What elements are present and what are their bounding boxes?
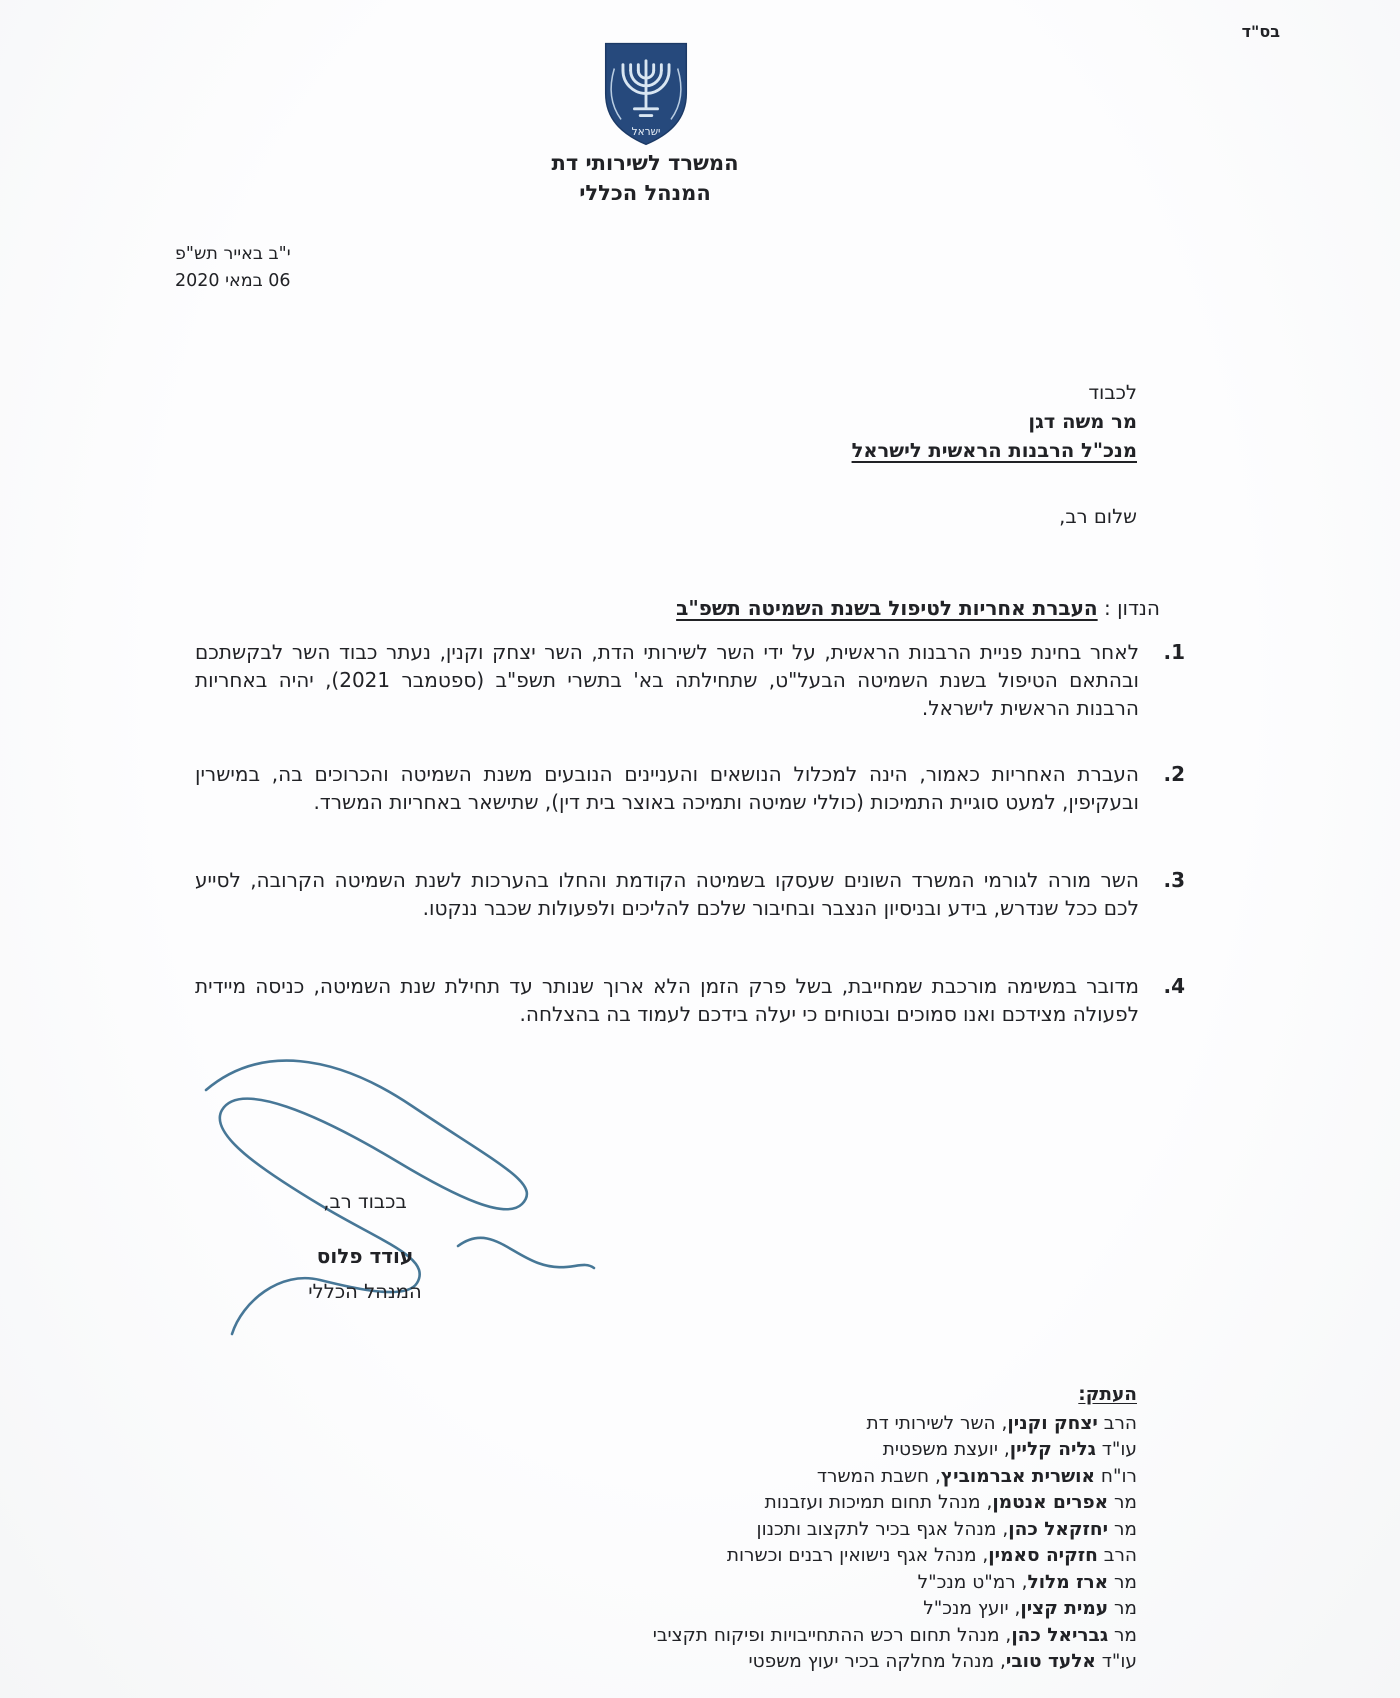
cc-item-1-role: , השר לשירותי דת: [866, 1412, 1008, 1434]
paragraph-3: [195, 866, 1185, 922]
paragraph-4-number: 4.: [1163, 974, 1185, 998]
cc-item-2-role: , יועצת משפטית: [882, 1439, 1010, 1460]
cc-item-4-name: אפרים אנטמן: [992, 1492, 1109, 1513]
cc-item-6: [653, 1543, 1137, 1570]
cc-item-7-name: ארז מלול: [1027, 1571, 1109, 1593]
cc-item-1-prefix: הרב: [1103, 1412, 1137, 1434]
cc-item-8-name: עמית קצין: [1020, 1598, 1109, 1619]
cc-item-2-prefix: עו"ד: [1101, 1439, 1137, 1460]
cc-item-3-name: אושרית אברמוביץ: [940, 1465, 1096, 1487]
closing-regards: בכבוד רב,: [323, 1190, 407, 1213]
cc-item-5-role: , מנהל אגף בכיר לתקצוב ותכנון: [756, 1518, 1009, 1540]
org-name: המשרד לשירותי דת: [551, 151, 739, 175]
cc-item-7-prefix: מר: [1113, 1571, 1137, 1593]
cc-block: [653, 1382, 1137, 1676]
cc-item-6-name: חזקיה סאמין: [988, 1545, 1098, 1566]
paragraph-1-text: לאחר בחינת פניית הרבנות הראשית, על ידי השר לשירותי הדת, השר יצחק וקנין, נעתר כבוד השר לבקשתכם ובהתאם הטיפול בשנת השמיטה הבעל"ט, שתחילתה בא' בתשרי תשפ"ב (ספטמבר 2021), יהיה באחריות הרבנות הראשית לישראל.: [195, 640, 1139, 720]
cc-item-4-prefix: מר: [1113, 1492, 1137, 1513]
date-gregorian: 06 במאי 2020: [175, 271, 291, 291]
bsd-notation: בס"ד: [1241, 22, 1280, 41]
cc-item-8: [653, 1596, 1137, 1623]
cc-item-6-prefix: הרב: [1103, 1545, 1137, 1566]
recipient-title: מנכ"ל הרבנות הראשית לישראל: [851, 439, 1137, 462]
paragraph-4: [195, 972, 1185, 1028]
cc-item-4: [653, 1490, 1137, 1517]
paragraph-1: [195, 638, 1185, 722]
cc-item-1-name: יצחק וקנין: [1007, 1412, 1098, 1434]
cc-item-10-role: , מנהל מחלקה בכיר יעוץ משפטי: [748, 1651, 1006, 1672]
cc-item-7: [653, 1570, 1137, 1597]
cc-item-10-name: אלעד טובי: [1005, 1651, 1096, 1672]
cc-item-9-prefix: מר: [1113, 1624, 1137, 1646]
subject-text: העברת אחריות לטיפול בשנת השמיטה תשפ"ב: [676, 596, 1098, 620]
recipient-block: [852, 378, 1137, 465]
cc-item-3: [653, 1464, 1137, 1491]
cc-title: העתק:: [1078, 1384, 1137, 1405]
org-header: [495, 148, 795, 208]
cc-item-10: [653, 1649, 1137, 1676]
paragraph-3-number: 3.: [1163, 868, 1185, 892]
cc-item-8-role: , יועץ מנכ"ל: [923, 1598, 1021, 1619]
cc-item-7-role: , רמ"ט מנכ"ל: [917, 1571, 1028, 1593]
paragraph-2: [195, 760, 1185, 816]
paragraph-4-text: מדובר במשימה מורכבת שמחייבת, בשל פרק הזמן הלא ארוך שנותר עד תחילת שנת השמיטה, כניסה מיידית לפעולה מצידכם ואנו סמוכים ובטוחים כי יעלה בידכם לעמוד בה בהצלחה.: [195, 974, 1139, 1026]
emblem-shield-icon: [598, 36, 694, 150]
cc-item-3-prefix: רו"ח: [1100, 1465, 1137, 1487]
cc-item-2: [653, 1437, 1137, 1464]
cc-item-9-role: , מנהל תחום רכש ההתחייבויות ופיקוח תקציבי: [652, 1624, 1012, 1646]
cc-item-5-prefix: מר: [1113, 1518, 1137, 1540]
cc-item-9: [653, 1623, 1137, 1650]
subject-label: הנדון :: [1104, 596, 1160, 620]
israel-state-emblem: [598, 36, 694, 150]
signer-title: המנהל הכללי: [308, 1280, 422, 1303]
subject-line: [676, 596, 1160, 620]
emblem-israel-label: ישראל: [631, 125, 661, 138]
cc-item-5-name: יחזקאל כהן: [1008, 1518, 1109, 1540]
paragraph-2-number: 2.: [1163, 762, 1185, 786]
date-block: [175, 241, 291, 295]
closing-block: [258, 1188, 472, 1306]
cc-item-1: [653, 1411, 1137, 1438]
date-hebrew: י"ב באייר תש"פ: [175, 244, 291, 264]
signer-name: עודד פלוס: [316, 1244, 414, 1268]
paragraph-1-number: 1.: [1163, 640, 1185, 664]
cc-item-4-role: , מנהל תחום תמיכות ועזבנות: [764, 1492, 993, 1513]
cc-item-10-prefix: עו"ד: [1101, 1651, 1137, 1672]
cc-item-8-prefix: מר: [1113, 1598, 1137, 1619]
cc-item-6-role: , מנהל אגף נישואין רבנים וכשרות: [726, 1545, 989, 1566]
greeting: שלום רב,: [1059, 505, 1137, 528]
recipient-salutation: לכבוד: [1088, 381, 1137, 404]
cc-item-2-name: גליה קליין: [1009, 1439, 1096, 1460]
cc-item-5: [653, 1517, 1137, 1544]
recipient-name: מר משה דגן: [1028, 410, 1137, 433]
org-unit: המנהל הכללי: [579, 181, 711, 205]
cc-item-3-role: , חשבת המשרד: [816, 1465, 941, 1487]
cc-item-9-name: גבריאל כהן: [1011, 1624, 1109, 1646]
paragraph-2-text: העברת האחריות כאמור, הינה למכלול הנושאים והעניינים הנובעים משנת השמיטה והכרוכים בה, במישרין ובעקיפין, למעט סוגיית התמיכות (כוללי שמיטה ותמיכה באוצר בית דין), שתישאר באחריות המשרד.: [195, 762, 1139, 814]
paragraph-3-text: השר מורה לגורמי המשרד השונים שעסקו בשמיטה הקודמת והחלו בהערכות לשנת השמיטה הקרובה, לסייע לכם ככל שנדרש, בידע ובניסיון הנצבר ובחיבור שלכם להליכים ולפעולות שכבר ננקטו.: [195, 868, 1139, 920]
